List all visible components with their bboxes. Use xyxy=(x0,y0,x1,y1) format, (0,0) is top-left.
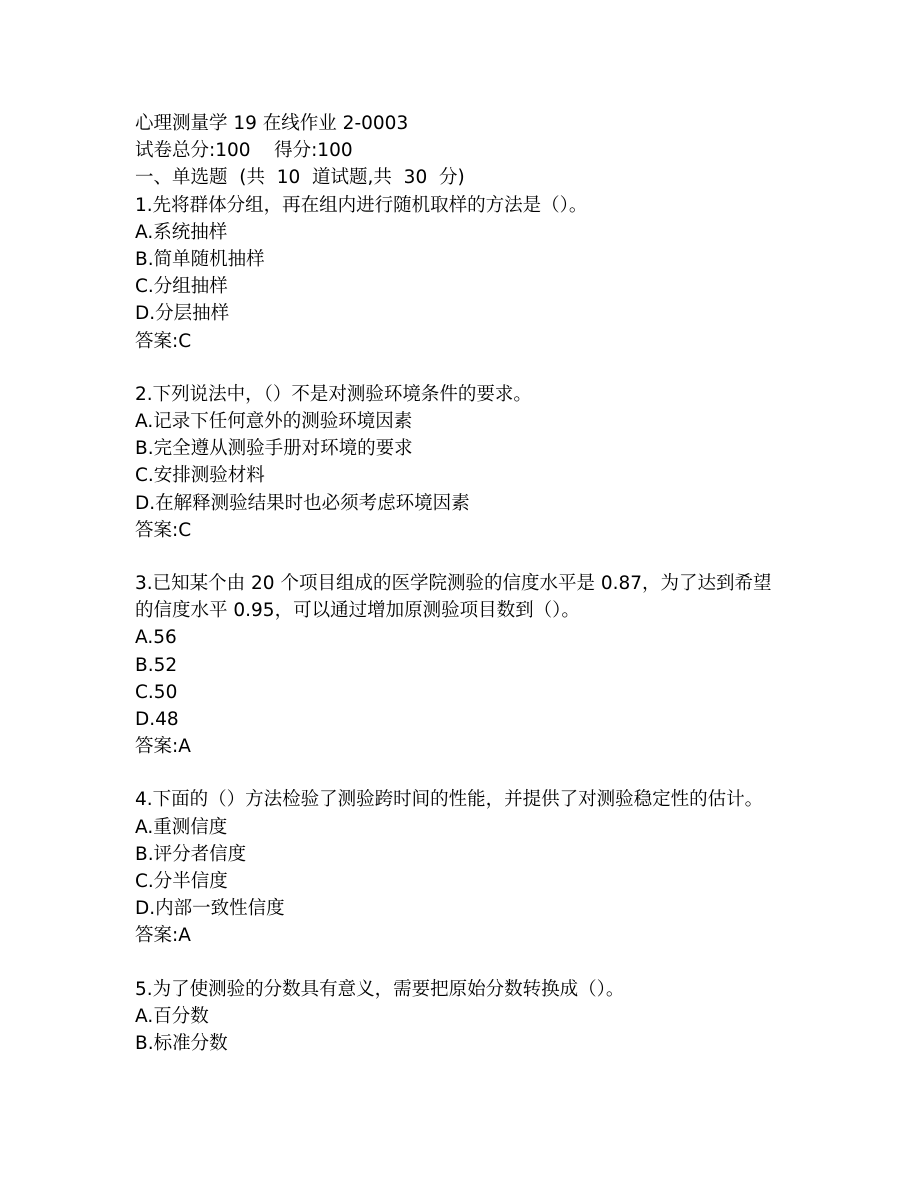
question-text: 2.下列说法中，（）不是对测验环境条件的要求。 xyxy=(135,383,532,405)
answer-line: 答案:C xyxy=(135,330,192,352)
option-d: D.内部一致性信度 xyxy=(135,898,285,920)
answer-line: 答案:C xyxy=(135,519,192,541)
option-b: B.评分者信度 xyxy=(135,843,247,865)
option-b: B.52 xyxy=(135,654,178,676)
document-page xyxy=(135,110,795,1057)
option-a: A.百分数 xyxy=(135,1005,209,1027)
question-text: 4.下面的（）方法检验了测验跨时间的性能，并提供了对测验稳定性的估计。 xyxy=(135,789,764,811)
option-a: A.重测信度 xyxy=(135,816,228,838)
option-d: D.48 xyxy=(135,709,179,731)
score-line: 试卷总分:100 得分:100 xyxy=(135,140,353,162)
question-1 xyxy=(135,192,795,355)
exam-title: 心理测量学 19 在线作业 2-0003 xyxy=(135,113,409,134)
option-c: C.分半信度 xyxy=(135,871,228,893)
option-a: A.56 xyxy=(135,627,177,649)
answer-line: 答案:A xyxy=(135,736,191,758)
question-5 xyxy=(135,976,795,1058)
question-text: 3.已知某个由 20 个项目组成的医学院测验的信度水平是 0.87，为了达到希望的信度水平 0.95，可以通过增加原测验项目数到（）。 xyxy=(135,573,772,622)
option-c: C.分组抽样 xyxy=(135,276,228,298)
option-c: C.50 xyxy=(135,681,178,703)
question-text: 5.为了使测验的分数具有意义，需要把原始分数转换成（）。 xyxy=(135,978,625,1000)
option-a: A.系统抽样 xyxy=(135,221,228,243)
section-heading: 一、单选题 (共 10 道试题,共 30 分) xyxy=(135,167,465,189)
option-c: C.安排测验材料 xyxy=(135,465,265,487)
question-2 xyxy=(135,381,795,544)
question-text: 1.先将群体分组，再在组内进行随机取样的方法是（）。 xyxy=(135,194,588,216)
option-b: B.完全遵从测验手册对环境的要求 xyxy=(135,438,413,460)
option-d: D.分层抽样 xyxy=(135,303,230,325)
option-d: D.在解释测验结果时也必须考虑环境因素 xyxy=(135,492,470,514)
question-4 xyxy=(135,786,795,949)
answer-line: 答案:A xyxy=(135,925,191,947)
option-a: A.记录下任何意外的测验环境因素 xyxy=(135,411,413,433)
option-b: B.简单随机抽样 xyxy=(135,249,265,271)
question-3 xyxy=(135,570,795,760)
option-b: B.标准分数 xyxy=(135,1033,228,1055)
